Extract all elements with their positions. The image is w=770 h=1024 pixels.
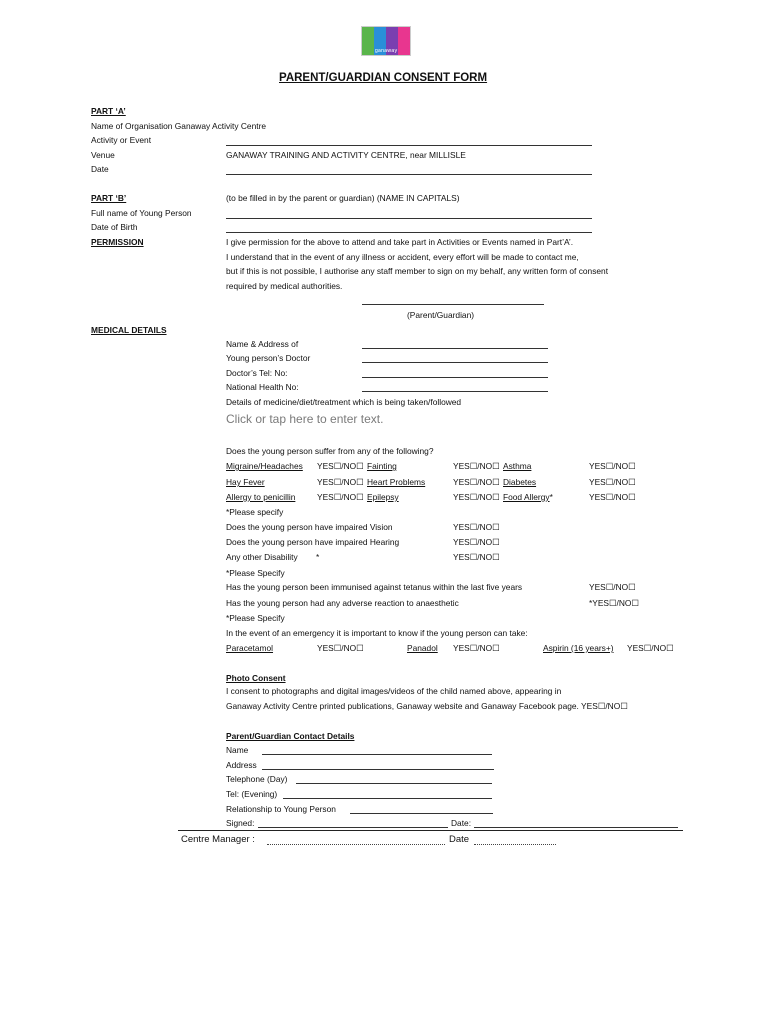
condition-food-allergy bbox=[503, 492, 553, 502]
date-field[interactable] bbox=[226, 174, 592, 175]
venue-value: GANAWAY TRAINING AND ACTIVITY CENTRE, near MILLISLE bbox=[226, 150, 466, 160]
disability-star: * bbox=[316, 552, 320, 562]
condition-asthma: Asthma bbox=[503, 461, 532, 471]
centre-manager-field[interactable] bbox=[267, 844, 445, 845]
heart-checkbox[interactable]: YES☐/NO☐ bbox=[453, 477, 500, 487]
aspirin-checkbox[interactable]: YES☐/NO☐ bbox=[627, 643, 674, 653]
doctor-tel-label: Doctor’s Tel: No: bbox=[226, 368, 288, 378]
vision-question: Does the young person have impaired Vision bbox=[226, 522, 393, 532]
tel-evening-label: Tel: (Evening) bbox=[226, 789, 278, 799]
photo-consent-checkbox[interactable]: Ganaway Activity Centre printed publications, Ganaway website and Ganaway Facebook page. YES☐/NO☐ bbox=[226, 701, 628, 711]
contact-address-label: Address bbox=[226, 760, 257, 770]
parent-signature-field[interactable] bbox=[362, 304, 544, 305]
centre-manager-date-label: Date bbox=[449, 834, 470, 845]
centre-manager-label: Centre Manager : bbox=[181, 834, 255, 845]
food-allergy-star: * bbox=[549, 492, 553, 502]
condition-heart: Heart Problems bbox=[367, 477, 426, 487]
anaesthetic-checkbox[interactable]: *YES☐/NO☐ bbox=[589, 598, 639, 608]
signed-date-field[interactable] bbox=[474, 827, 678, 828]
disability-question: Any other Disability bbox=[226, 552, 298, 562]
tel-evening-field[interactable] bbox=[283, 798, 492, 799]
food-allergy-checkbox[interactable]: YES☐/NO☐ bbox=[589, 492, 636, 502]
permission-line: required by medical authorities. bbox=[226, 281, 343, 291]
logo-text: ganaway bbox=[374, 48, 398, 54]
asthma-checkbox[interactable]: YES☐/NO☐ bbox=[589, 461, 636, 471]
tetanus-question: Has the young person been immunised against tetanus within the last five years bbox=[226, 582, 523, 592]
org-label: Name of Organisation Ganaway Activity Centre bbox=[91, 121, 267, 131]
condition-penicillin: Allergy to penicillin bbox=[226, 492, 296, 502]
part-a-heading: PART ‘A’ bbox=[91, 106, 126, 116]
doctor-name-field[interactable] bbox=[362, 348, 548, 349]
tel-day-label: Telephone (Day) bbox=[226, 774, 288, 784]
signed-field[interactable] bbox=[258, 827, 448, 828]
venue-label: Venue bbox=[91, 150, 115, 160]
contact-name-field[interactable] bbox=[262, 754, 492, 755]
young-person-name-field[interactable] bbox=[226, 218, 592, 219]
please-specify-2: *Please Specify bbox=[226, 568, 285, 578]
emergency-note: In the event of an emergency it is important to know if the young person can take: bbox=[226, 628, 528, 638]
activity-field[interactable] bbox=[226, 145, 592, 146]
doctor-tel-field[interactable] bbox=[362, 377, 548, 378]
tetanus-checkbox[interactable]: YES☐/NO☐ bbox=[589, 582, 636, 592]
paracetamol-label: Paracetamol bbox=[226, 643, 274, 653]
contact-heading: Parent/Guardian Contact Details bbox=[226, 731, 355, 741]
doctor-address-field[interactable] bbox=[362, 362, 548, 363]
contact-address-field[interactable] bbox=[262, 769, 494, 770]
diabetes-checkbox[interactable]: YES☐/NO☐ bbox=[589, 477, 636, 487]
dob-label: Date of Birth bbox=[91, 222, 138, 232]
suffer-question: Does the young person suffer from any of the following? bbox=[226, 446, 434, 456]
hearing-question: Does the young person have impaired Hearing bbox=[226, 537, 400, 547]
permission-line: I understand that in the event of any illness or accident, every effort will be made to contact me, bbox=[226, 252, 579, 262]
vision-checkbox[interactable]: YES☐/NO☐ bbox=[453, 522, 500, 532]
permission-label: PERMISSION bbox=[91, 237, 144, 247]
condition-fainting: Fainting bbox=[367, 461, 397, 471]
photo-consent-line: I consent to photographs and digital images/videos of the child named above, appearing in bbox=[226, 686, 562, 696]
medical-heading: MEDICAL DETAILS bbox=[91, 325, 167, 335]
relationship-label: Relationship to Young Person bbox=[226, 804, 336, 814]
aspirin-label: Aspirin (16 years+) bbox=[543, 643, 614, 653]
migraine-checkbox[interactable]: YES☐/NO☐ bbox=[317, 461, 364, 471]
please-specify-3: *Please Specify bbox=[226, 613, 285, 623]
condition-epilepsy: Epilepsy bbox=[367, 492, 399, 502]
doctor-label: Young person’s Doctor bbox=[226, 353, 311, 363]
hay-fever-checkbox[interactable]: YES☐/NO☐ bbox=[317, 477, 364, 487]
permission-line: I give permission for the above to attend and take part in Activities or Events named in Part’A’. bbox=[226, 237, 574, 247]
signed-date-label: Date: bbox=[451, 818, 472, 828]
condition-diabetes: Diabetes bbox=[503, 477, 537, 487]
dob-field[interactable] bbox=[226, 232, 592, 233]
doctor-name-label: Name & Address of bbox=[226, 339, 299, 349]
food-allergy-label: Food Allergy bbox=[503, 492, 550, 502]
photo-consent-heading: Photo Consent bbox=[226, 673, 286, 683]
disability-checkbox[interactable]: YES☐/NO☐ bbox=[453, 552, 500, 562]
penicillin-checkbox[interactable]: YES☐/NO☐ bbox=[317, 492, 364, 502]
condition-migraine: Migraine/Headaches bbox=[226, 461, 303, 471]
health-no-field[interactable] bbox=[362, 391, 548, 392]
tel-day-field[interactable] bbox=[296, 783, 492, 784]
signature-caption: (Parent/Guardian) bbox=[407, 310, 475, 320]
panadol-checkbox[interactable]: YES☐/NO☐ bbox=[453, 643, 500, 653]
permission-line: but if this is not possible, I authorise any staff member to sign on my behalf, any written form of consent bbox=[226, 266, 609, 276]
hearing-checkbox[interactable]: YES☐/NO☐ bbox=[453, 537, 500, 547]
medicine-text-input[interactable]: Click or tap here to enter text. bbox=[226, 412, 384, 426]
centre-manager-date-field[interactable] bbox=[474, 844, 556, 845]
relationship-field[interactable] bbox=[350, 813, 493, 814]
part-b-heading: PART ‘B’ bbox=[91, 193, 127, 203]
health-no-label: National Health No: bbox=[226, 382, 299, 392]
anaesthetic-question: Has the young person had any adverse reaction to anaesthetic bbox=[226, 598, 459, 608]
footer-divider bbox=[178, 830, 683, 831]
ganaway-logo bbox=[361, 26, 411, 56]
please-specify-1: *Please specify bbox=[226, 507, 284, 517]
medicine-label: Details of medicine/diet/treatment which is being taken/followed bbox=[226, 397, 462, 407]
condition-hay-fever: Hay Fever bbox=[226, 477, 265, 487]
young-person-name-label: Full name of Young Person bbox=[91, 208, 192, 218]
paracetamol-checkbox[interactable]: YES☐/NO☐ bbox=[317, 643, 364, 653]
signed-label: Signed: bbox=[226, 818, 255, 828]
panadol-label: Panadol bbox=[407, 643, 438, 653]
activity-label: Activity or Event bbox=[91, 135, 152, 145]
fill-note: (to be filled in by the parent or guardian) (NAME IN CAPITALS) bbox=[226, 193, 460, 203]
fainting-checkbox[interactable]: YES☐/NO☐ bbox=[453, 461, 500, 471]
date-label: Date bbox=[91, 164, 109, 174]
epilepsy-checkbox[interactable]: YES☐/NO☐ bbox=[453, 492, 500, 502]
contact-name-label: Name bbox=[226, 745, 249, 755]
form-title: PARENT/GUARDIAN CONSENT FORM bbox=[279, 72, 488, 84]
